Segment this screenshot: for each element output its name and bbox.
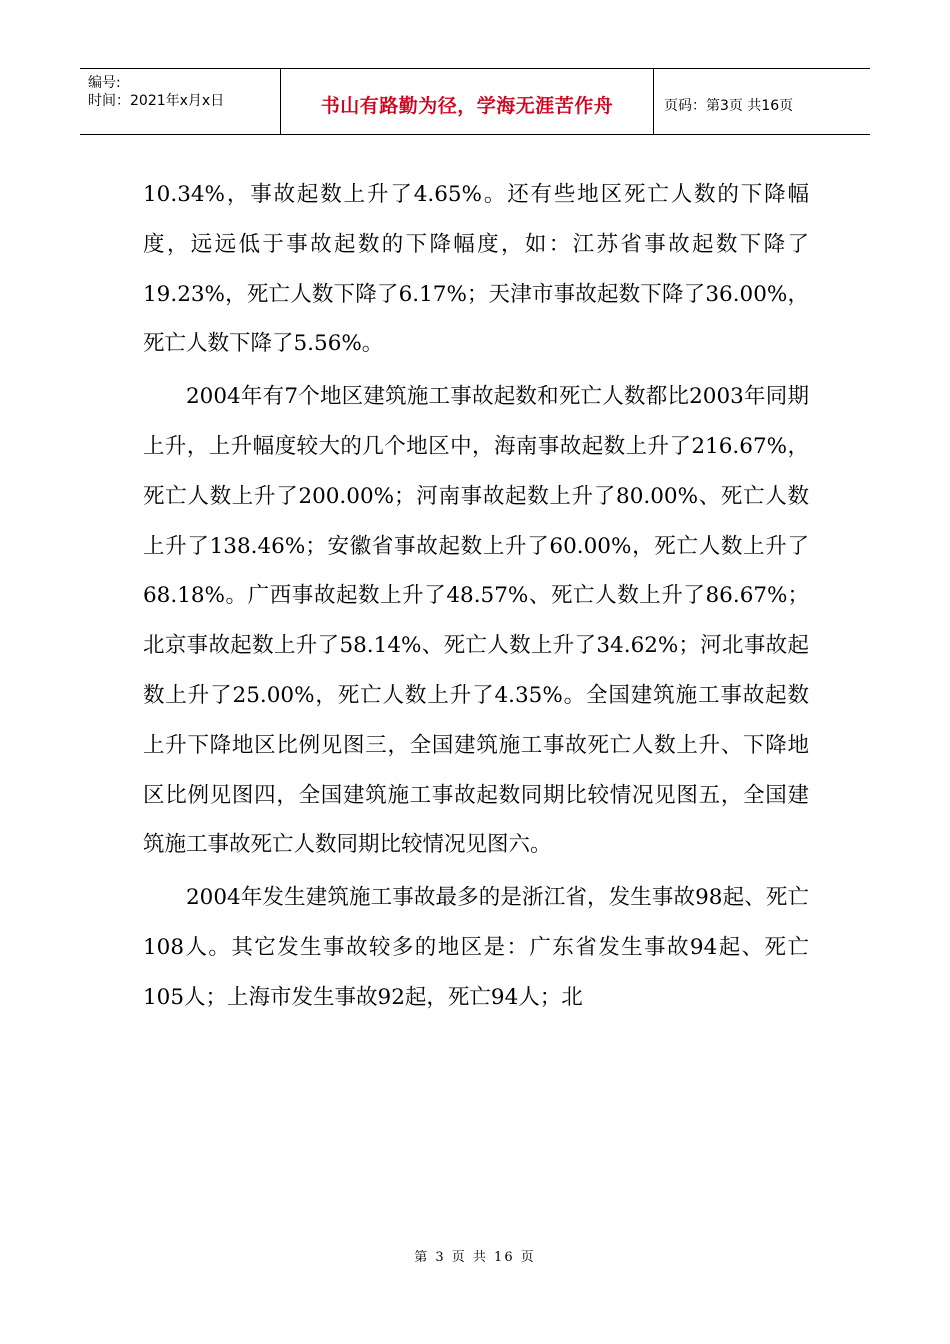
header-motto-cell <box>281 69 654 134</box>
header-motto: 书山有路勤为径，学海无涯苦作舟 <box>320 95 614 117</box>
document-body <box>143 170 809 1026</box>
page-footer: 第 3 页 共 16 页 <box>414 1250 536 1265</box>
header-meta <box>80 69 281 134</box>
body-paragraph-2: 2004年有7个地区建筑施工事故起数和死亡人数都比2003年同期上升，上升幅度较大的几个地区中，海南事故起数上升了216.67%，死亡人数上升了200.00%；河南事故起数上升了80.00%、死亡人数上升了138.46%；安徽省事故起数上升了60.00%，死亡人数上升了68.18%。广西事故起数上升了48.57%、死亡人数上升了86.67%；北京事故起数上升了58.14%、死亡人数上升了34.62%；河北事故起数上升了25.00%，死亡人数上升了4.35%。全国建筑施工事故起数上升下降地区比例见图三，全国建筑施工事故死亡人数上升、下降地区比例见图四，全国建筑施工事故起数同期比较情况见图五，全国建筑施工事故死亡人数同期比较情况见图六。 <box>143 384 809 858</box>
document-number-label: 编号: <box>88 75 121 91</box>
document-time-label: 时间：2021年x月x日 <box>88 93 225 109</box>
body-paragraph-1: 10.34%，事故起数上升了4.65%。还有些地区死亡人数的下降幅度，远远低于事故起数的下降幅度，如：江苏省事故起数下降了19.23%，死亡人数下降了6.17%；天津市事故起数下降了36.00%，死亡人数下降了5.56%。 <box>143 182 809 357</box>
page-header <box>80 68 870 135</box>
body-paragraph-3: 2004年发生建筑施工事故最多的是浙江省，发生事故98起、死亡108人。其它发生事故较多的地区是：广东省发生事故94起、死亡105人；上海市发生事故92起，死亡94人；北 <box>143 885 809 1010</box>
header-page-info: 页码：第3页 共16页 <box>664 97 794 114</box>
